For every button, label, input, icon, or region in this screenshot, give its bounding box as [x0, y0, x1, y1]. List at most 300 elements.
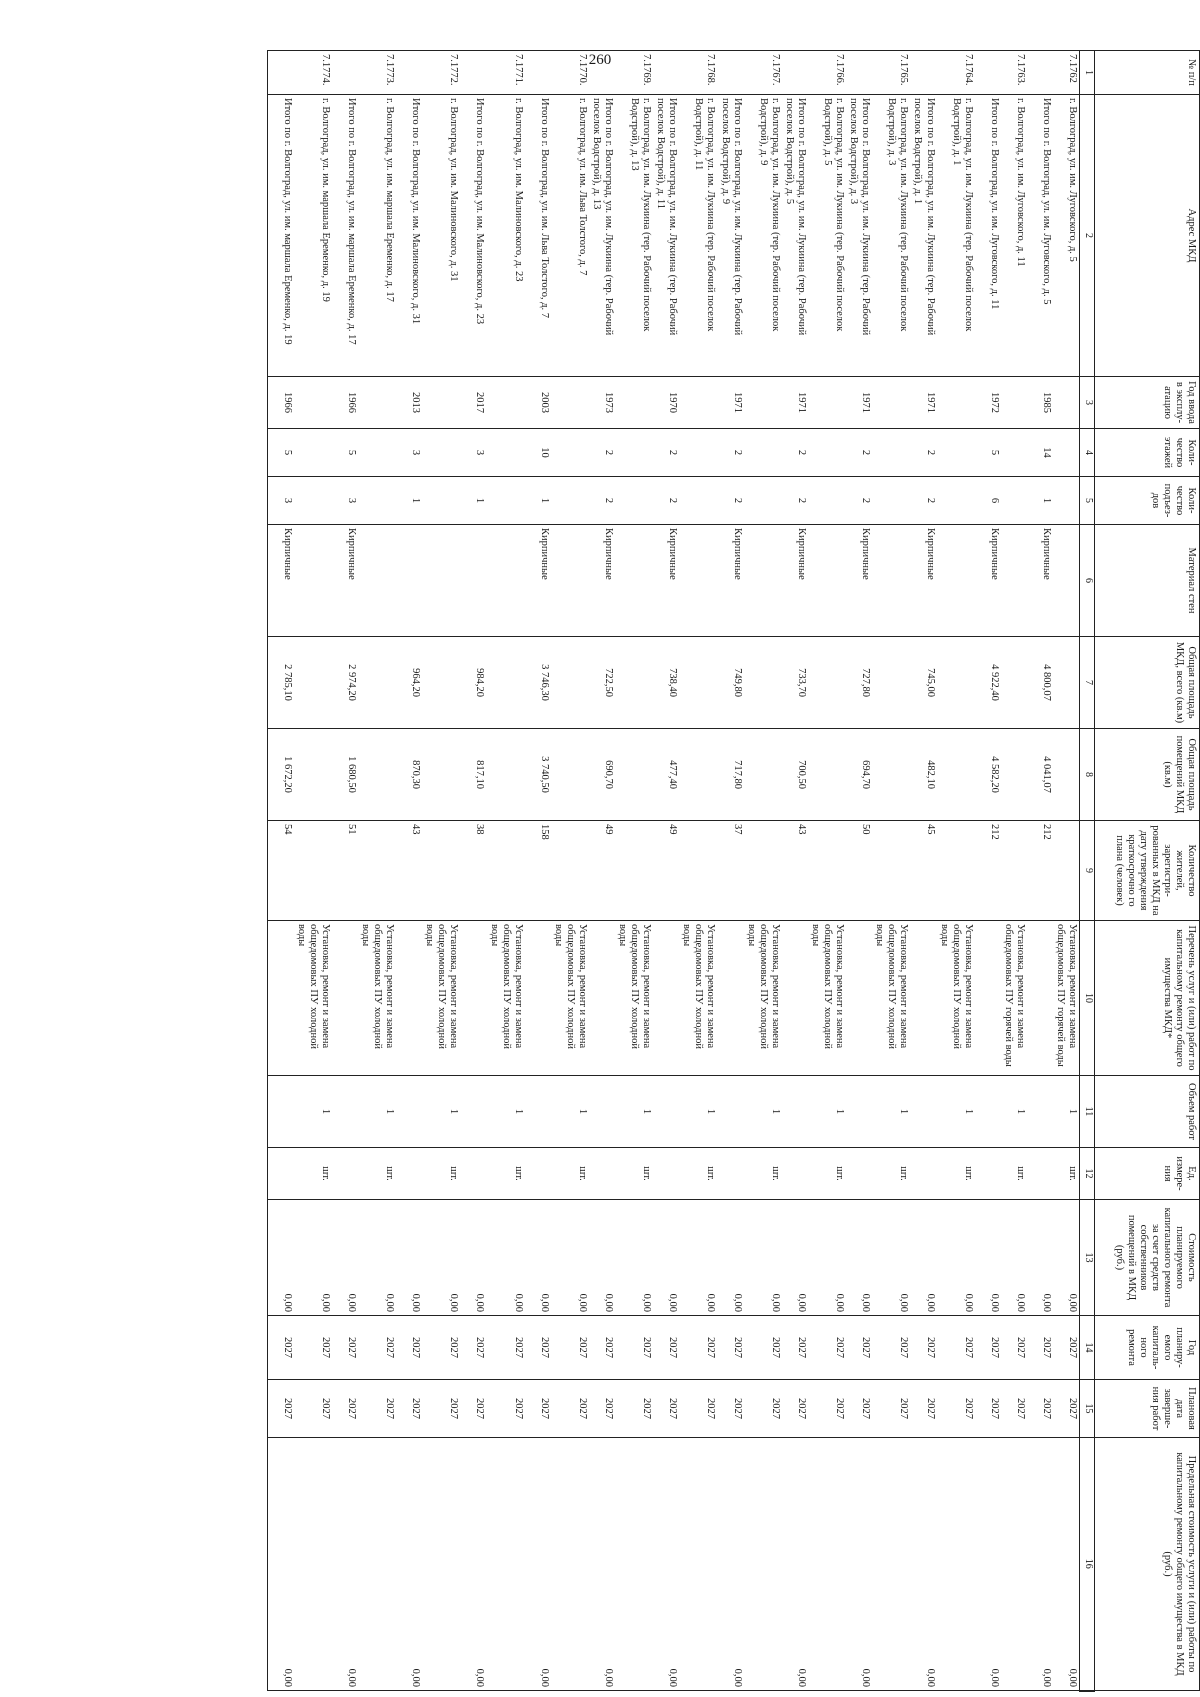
table-row — [294, 51, 332, 1691]
address-cell: г. Волгоград, ул. им. Лукиина (тер. Рабочий поселок Водстрой), д. 5 — [808, 95, 846, 377]
column-number-12: 12 — [1080, 1148, 1095, 1200]
record-group — [551, 51, 615, 1691]
total-label-cell: Итого по г. Волгоград, ул. им. Лукиина (тер. Рабочий поселок Водстрой), д. 5 — [782, 95, 808, 377]
row-number: 7.1763. — [1001, 51, 1027, 95]
commission-year-cell: 1971 — [782, 377, 808, 429]
total-limit-cell: 0,00 — [525, 1438, 551, 1691]
entrances-cell: 3 — [332, 477, 358, 525]
total-limit-cell: 0,00 — [589, 1438, 615, 1691]
empty-cell — [846, 1076, 872, 1148]
work-cell: Установка, ремонт и замена общедомовых ПУ холодной воды — [872, 921, 910, 1076]
column-number-16: 16 — [1080, 1438, 1095, 1691]
empty-cell — [461, 921, 487, 1076]
empty-cell — [782, 921, 808, 1076]
address-cell: г. Волгоград, ул. им. Луговского, д. 5 — [1053, 95, 1080, 377]
work-cell: Установка, ремонт и замена общедомовых ПУ холодной воды — [358, 921, 396, 1076]
wall-material-cell: Кирпичные — [653, 525, 679, 637]
record-group — [422, 51, 486, 1691]
entrances-cell: 1 — [396, 477, 422, 525]
unit-cell: шт. — [937, 1148, 975, 1200]
empty-cell — [872, 729, 910, 821]
total-end-date-cell: 2027 — [846, 1380, 872, 1438]
volume-cell: 1 — [551, 1076, 589, 1148]
end-date-cell: 2027 — [615, 1380, 653, 1438]
empty-cell — [358, 525, 396, 637]
address-cell: г. Волгоград, ул. им. Лукиина (тер. Рабочий поселок Водстрой), д. 1 — [937, 95, 975, 377]
empty-cell — [267, 51, 294, 95]
page-number: 260 — [588, 52, 612, 68]
unit-cell: шт. — [808, 1148, 846, 1200]
table-row — [615, 51, 653, 1691]
row-number: 7.1774. — [294, 51, 332, 95]
floors-cell: 2 — [846, 429, 872, 477]
column-number-14: 14 — [1080, 1316, 1095, 1380]
total-row — [846, 51, 872, 1691]
residents-cell: 54 — [267, 821, 294, 921]
empty-cell — [396, 1076, 422, 1148]
total-end-date-cell: 2027 — [525, 1380, 551, 1438]
record-group — [294, 51, 358, 1691]
commission-year-cell: 1971 — [718, 377, 744, 429]
unit-cell: шт. — [551, 1148, 589, 1200]
total-label-cell: Итого по г. Волгоград, ул. им. Льва Толстого, д. 7 — [525, 95, 551, 377]
column-number-8: 8 — [1080, 729, 1095, 821]
empty-cell — [358, 1438, 396, 1691]
empty-cell — [782, 51, 808, 95]
cost-cell: 0,00 — [294, 1200, 332, 1316]
unit-cell: шт. — [744, 1148, 782, 1200]
commission-year-cell: 1973 — [589, 377, 615, 429]
empty-cell — [718, 1076, 744, 1148]
record-group — [744, 51, 808, 1691]
empty-cell — [1053, 477, 1080, 525]
work-cell: Установка, ремонт и замена общедомовых ПУ холодной воды — [937, 921, 975, 1076]
empty-cell — [744, 429, 782, 477]
empty-cell — [1027, 1076, 1053, 1148]
empty-cell — [744, 1438, 782, 1691]
empty-cell — [718, 921, 744, 1076]
total-label-cell: Итого по г. Волгоград, ул. им. маршала Еременко, д. 17 — [332, 95, 358, 377]
empty-cell — [1053, 637, 1080, 729]
entrances-cell: 1 — [461, 477, 487, 525]
total-label-cell: Итого по г. Волгоград, ул. им. Малиновского, д. 31 — [396, 95, 422, 377]
empty-cell — [1001, 821, 1027, 921]
work-cell: Установка, ремонт и замена общедомовых ПУ горячей воды — [1001, 921, 1027, 1076]
record-group — [358, 51, 422, 1691]
total-limit-cell: 0,00 — [396, 1438, 422, 1691]
residents-cell: 49 — [589, 821, 615, 921]
total-end-date-cell: 2027 — [782, 1380, 808, 1438]
row-number: 7.1771. — [487, 51, 525, 95]
header-cell-col-1: № п/п — [1095, 51, 1200, 95]
total-end-date-cell: 2027 — [461, 1380, 487, 1438]
empty-cell — [679, 429, 717, 477]
empty-cell — [872, 1438, 910, 1691]
end-date-cell: 2027 — [744, 1380, 782, 1438]
row-number: 7.1767. — [744, 51, 782, 95]
empty-cell — [653, 921, 679, 1076]
wall-material-cell: Кирпичные — [267, 525, 294, 637]
total-year-cell: 2027 — [718, 1316, 744, 1380]
record-group — [1001, 51, 1053, 1691]
total-label-cell: Итого по г. Волгоград, ул. им. Лукиина (тер. Рабочий поселок Водстрой), д. 3 — [846, 95, 872, 377]
total-cost-cell: 0,00 — [267, 1200, 294, 1316]
empty-cell — [744, 637, 782, 729]
empty-cell — [551, 525, 589, 637]
empty-cell — [332, 921, 358, 1076]
cost-cell: 0,00 — [358, 1200, 396, 1316]
empty-cell — [461, 1076, 487, 1148]
empty-cell — [487, 525, 525, 637]
empty-cell — [937, 377, 975, 429]
empty-cell — [808, 377, 846, 429]
row-number: 7.1764. — [937, 51, 975, 95]
residents-cell: 212 — [1027, 821, 1053, 921]
total-limit-cell: 0,00 — [461, 1438, 487, 1691]
empty-cell — [872, 477, 910, 525]
empty-cell — [294, 525, 332, 637]
commission-year-cell: 1971 — [846, 377, 872, 429]
unit-cell: шт. — [358, 1148, 396, 1200]
empty-cell — [358, 729, 396, 821]
column-number-5: 5 — [1080, 477, 1095, 525]
unit-cell: шт. — [679, 1148, 717, 1200]
volume-cell: 1 — [615, 1076, 653, 1148]
work-cell: Установка, ремонт и замена общедомовых ПУ холодной воды — [422, 921, 460, 1076]
residents-cell: 45 — [910, 821, 936, 921]
total-limit-cell: 0,00 — [332, 1438, 358, 1691]
empty-cell — [744, 729, 782, 821]
volume-cell: 1 — [937, 1076, 975, 1148]
empty-cell — [872, 525, 910, 637]
entrances-cell: 1 — [525, 477, 551, 525]
row-number: 7.1768. — [679, 51, 717, 95]
empty-cell — [1001, 477, 1027, 525]
empty-cell — [653, 1076, 679, 1148]
total-label-cell: Итого по г. Волгоград, ул. им. маршала Еременко, д. 19 — [267, 95, 294, 377]
empty-cell — [872, 377, 910, 429]
empty-cell — [679, 477, 717, 525]
unit-cell: шт. — [294, 1148, 332, 1200]
row-number: 7.1770. — [551, 51, 589, 95]
header-cell-col-8: Общая площадь помещений МКД (кв.м) — [1095, 729, 1200, 821]
table-row — [937, 51, 975, 1691]
empty-cell — [718, 51, 744, 95]
empty-cell — [615, 477, 653, 525]
empty-cell — [1027, 921, 1053, 1076]
residents-cell: 37 — [718, 821, 744, 921]
unit-cell: шт. — [422, 1148, 460, 1200]
empty-cell — [1053, 525, 1080, 637]
cost-cell: 0,00 — [422, 1200, 460, 1316]
wall-material-cell: Кирпичные — [332, 525, 358, 637]
total-limit-cell: 0,00 — [267, 1438, 294, 1691]
residents-cell: 51 — [332, 821, 358, 921]
empty-cell — [937, 477, 975, 525]
residents-cell: 43 — [396, 821, 422, 921]
empty-cell — [332, 51, 358, 95]
row-number: 7.1772. — [422, 51, 460, 95]
empty-cell — [551, 429, 589, 477]
commission-year-cell: 2017 — [461, 377, 487, 429]
year-cell: 2027 — [1001, 1316, 1027, 1380]
empty-cell — [551, 729, 589, 821]
rooms-area-cell: 477,40 — [653, 729, 679, 821]
total-cost-cell: 0,00 — [653, 1200, 679, 1316]
table-row — [1053, 51, 1080, 1691]
floors-cell: 14 — [1027, 429, 1053, 477]
year-cell: 2027 — [615, 1316, 653, 1380]
empty-cell — [910, 1076, 936, 1148]
floors-cell: 3 — [396, 429, 422, 477]
row-number: 7.1769. — [615, 51, 653, 95]
volume-cell: 1 — [294, 1076, 332, 1148]
floors-cell: 5 — [267, 429, 294, 477]
empty-cell — [422, 377, 460, 429]
total-year-cell: 2027 — [461, 1316, 487, 1380]
empty-cell — [487, 377, 525, 429]
rooms-area-cell: 1 680,50 — [332, 729, 358, 821]
empty-cell — [615, 729, 653, 821]
wall-material-cell: Кирпичные — [718, 525, 744, 637]
total-year-cell: 2027 — [1027, 1316, 1053, 1380]
empty-cell — [975, 1076, 1001, 1148]
empty-cell — [422, 637, 460, 729]
wall-material-cell: Кирпичные — [846, 525, 872, 637]
commission-year-cell: 2013 — [396, 377, 422, 429]
total-year-cell: 2027 — [332, 1316, 358, 1380]
year-cell: 2027 — [294, 1316, 332, 1380]
commission-year-cell: 1966 — [332, 377, 358, 429]
floors-cell: 5 — [332, 429, 358, 477]
table-row — [358, 51, 396, 1691]
total-year-cell: 2027 — [975, 1316, 1001, 1380]
empty-cell — [396, 921, 422, 1076]
total-label-cell: Итого по г. Волгоград, ул. им. Луговского, д. 5 — [1027, 95, 1053, 377]
address-cell: г. Волгоград, ул. им. маршала Еременко, д. 17 — [358, 95, 396, 377]
total-row — [653, 51, 679, 1691]
empty-cell — [937, 429, 975, 477]
empty-cell — [679, 637, 717, 729]
address-cell: г. Волгоград, ул. им. Лукиина (тер. Рабочий поселок Водстрой), д. 3 — [872, 95, 910, 377]
empty-cell — [422, 525, 460, 637]
total-year-cell: 2027 — [910, 1316, 936, 1380]
header-cell-col-3: Год ввода в эксплу-атацию — [1095, 377, 1200, 429]
empty-cell — [422, 821, 460, 921]
record-group — [937, 51, 1001, 1691]
wall-material-cell: Кирпичные — [975, 525, 1001, 637]
empty-cell — [808, 821, 846, 921]
header-row — [1095, 51, 1200, 1691]
total-cost-cell: 0,00 — [718, 1200, 744, 1316]
header-cell-col-15: Плановая дата заверше-ния работ — [1095, 1380, 1200, 1438]
total-label-cell: Итого по г. Волгоград, ул. им. Лукиина (тер. Рабочий поселок Водстрой), д. 9 — [718, 95, 744, 377]
total-end-date-cell: 2027 — [396, 1380, 422, 1438]
total-cost-cell: 0,00 — [461, 1200, 487, 1316]
column-number-10: 10 — [1080, 921, 1095, 1076]
empty-cell — [1053, 429, 1080, 477]
empty-cell — [358, 377, 396, 429]
unit-cell: шт. — [872, 1148, 910, 1200]
end-date-cell: 2027 — [937, 1380, 975, 1438]
empty-cell — [1027, 51, 1053, 95]
empty-cell — [679, 525, 717, 637]
end-date-cell: 2027 — [358, 1380, 396, 1438]
header-cell-col-11: Объем работ — [1095, 1076, 1200, 1148]
address-cell: г. Волгоград, ул. им. Малиновского, д. 23 — [487, 95, 525, 377]
total-cost-cell: 0,00 — [910, 1200, 936, 1316]
total-label-cell: Итого по г. Волгоград, ул. им. Луговского, д. 11 — [975, 95, 1001, 377]
empty-cell — [422, 1438, 460, 1691]
column-number-11: 11 — [1080, 1076, 1095, 1148]
column-number-15: 15 — [1080, 1380, 1095, 1438]
column-number-6: 6 — [1080, 525, 1095, 637]
empty-cell — [487, 821, 525, 921]
empty-cell — [937, 525, 975, 637]
empty-cell — [615, 377, 653, 429]
empty-cell — [872, 821, 910, 921]
work-cell: Установка, ремонт и замена общедомовых ПУ холодной воды — [487, 921, 525, 1076]
capital-repair-table — [267, 50, 1200, 1692]
empty-cell — [267, 1076, 294, 1148]
empty-cell — [615, 821, 653, 921]
empty-cell — [846, 51, 872, 95]
total-row — [975, 51, 1001, 1691]
volume-cell: 1 — [358, 1076, 396, 1148]
empty-cell — [487, 637, 525, 729]
empty-cell — [461, 51, 487, 95]
total-limit-cell: 0,00 — [1027, 1438, 1053, 1691]
cost-cell: 0,00 — [615, 1200, 653, 1316]
rooms-area-cell: 817,10 — [461, 729, 487, 821]
header-cell-col-9: Количество жителей, зарегистри-рованных в МКД на дату утверждения краткосрочно го плана (человек) — [1095, 821, 1200, 921]
total-limit-cell: 0,00 — [975, 1438, 1001, 1691]
total-cost-cell: 0,00 — [396, 1200, 422, 1316]
end-date-cell: 2027 — [872, 1380, 910, 1438]
address-cell: г. Волгоград, ул. им. Лукиина (тер. Рабочий поселок Водстрой), д. 13 — [615, 95, 653, 377]
work-cell: Установка, ремонт и замена общедомовых ПУ холодной воды — [551, 921, 589, 1076]
total-label-cell: Итого по г. Волгоград, ул. им. Лукиина (тер. Рабочий поселок Водстрой), д. 1 — [910, 95, 936, 377]
column-number-1: 1 — [1080, 51, 1095, 95]
rooms-area-cell: 4 582,20 — [975, 729, 1001, 821]
empty-cell — [910, 51, 936, 95]
wall-material-cell: Кирпичные — [589, 525, 615, 637]
total-row — [332, 51, 358, 1691]
total-row — [1027, 51, 1053, 1691]
empty-cell — [267, 921, 294, 1076]
empty-cell — [332, 1076, 358, 1148]
year-cell: 2027 — [422, 1316, 460, 1380]
cost-cell: 0,00 — [1053, 1200, 1080, 1316]
work-cell: Установка, ремонт и замена общедомовых ПУ холодной воды — [679, 921, 717, 1076]
empty-cell — [718, 1148, 744, 1200]
empty-cell — [1053, 729, 1080, 821]
total-year-cell: 2027 — [525, 1316, 551, 1380]
empty-cell — [808, 429, 846, 477]
empty-cell — [358, 477, 396, 525]
total-row — [718, 51, 744, 1691]
total-area-cell: 964,20 — [396, 637, 422, 729]
commission-year-cell: 1966 — [267, 377, 294, 429]
empty-cell — [937, 1438, 975, 1691]
table-row — [422, 51, 460, 1691]
total-end-date-cell: 2027 — [653, 1380, 679, 1438]
total-label-cell: Итого по г. Волгоград, ул. им. Малиновского, д. 23 — [461, 95, 487, 377]
table-row — [872, 51, 910, 1691]
year-cell: 2027 — [937, 1316, 975, 1380]
work-cell: Установка, ремонт и замена общедомовых ПУ холодной воды — [808, 921, 846, 1076]
empty-cell — [589, 51, 615, 95]
header-cell-col-2: Адрес МКД — [1095, 95, 1200, 377]
total-area-cell: 727,80 — [846, 637, 872, 729]
address-cell: г. Волгоград, ул. им. Лукиина (тер. Рабочий поселок Водстрой), д. 9 — [744, 95, 782, 377]
header-cell-col-16: Предельная стоимость услуги и (или) работы по капитальному ремонту общего имущества в МКД (руб.) — [1095, 1438, 1200, 1691]
commission-year-cell: 1970 — [653, 377, 679, 429]
rooms-area-cell: 694,70 — [846, 729, 872, 821]
row-number: 7.1773. — [358, 51, 396, 95]
rooms-area-cell: 3 740,50 — [525, 729, 551, 821]
empty-cell — [294, 821, 332, 921]
empty-cell — [551, 1438, 589, 1691]
empty-cell — [1001, 637, 1027, 729]
empty-cell — [525, 1148, 551, 1200]
empty-cell — [744, 821, 782, 921]
commission-year-cell: 1971 — [910, 377, 936, 429]
table-row — [487, 51, 525, 1691]
wall-material-cell: Кирпичные — [1027, 525, 1053, 637]
total-row — [461, 51, 487, 1691]
empty-cell — [808, 729, 846, 821]
total-area-cell: 738,40 — [653, 637, 679, 729]
total-year-cell: 2027 — [846, 1316, 872, 1380]
empty-cell — [653, 1148, 679, 1200]
entrances-cell: 2 — [718, 477, 744, 525]
empty-cell — [975, 51, 1001, 95]
volume-cell: 1 — [872, 1076, 910, 1148]
empty-cell — [396, 1148, 422, 1200]
column-number-13: 13 — [1080, 1200, 1095, 1316]
header-cell-col-5: Коли-чество подъез-дов — [1095, 477, 1200, 525]
empty-cell — [294, 377, 332, 429]
total-limit-cell: 0,00 — [910, 1438, 936, 1691]
empty-cell — [487, 1438, 525, 1691]
empty-cell — [487, 429, 525, 477]
header-cell-col-14: Год планиру-емого капиталь-ного ремонта — [1095, 1316, 1200, 1380]
total-label-cell: Итого по г. Волгоград, ул. им. Лукиина (тер. Рабочий поселок Водстрой), д. 13 — [589, 95, 615, 377]
total-row — [267, 51, 294, 1691]
header-cell-col-4: Коли-чество этажей — [1095, 429, 1200, 477]
header-cell-col-7: Общая площадь МКД, всего (кв.м) — [1095, 637, 1200, 729]
empty-cell — [1053, 377, 1080, 429]
total-cost-cell: 0,00 — [525, 1200, 551, 1316]
total-cost-cell: 0,00 — [975, 1200, 1001, 1316]
total-year-cell: 2027 — [396, 1316, 422, 1380]
rooms-area-cell: 690,70 — [589, 729, 615, 821]
total-end-date-cell: 2027 — [589, 1380, 615, 1438]
empty-cell — [487, 729, 525, 821]
empty-cell — [910, 1148, 936, 1200]
empty-cell — [846, 1148, 872, 1200]
end-date-cell: 2027 — [1053, 1380, 1080, 1438]
empty-cell — [937, 729, 975, 821]
total-year-cell: 2027 — [653, 1316, 679, 1380]
empty-cell — [589, 921, 615, 1076]
unit-cell: шт. — [615, 1148, 653, 1200]
empty-cell — [615, 525, 653, 637]
year-cell: 2027 — [551, 1316, 589, 1380]
year-cell: 2027 — [808, 1316, 846, 1380]
empty-cell — [679, 377, 717, 429]
